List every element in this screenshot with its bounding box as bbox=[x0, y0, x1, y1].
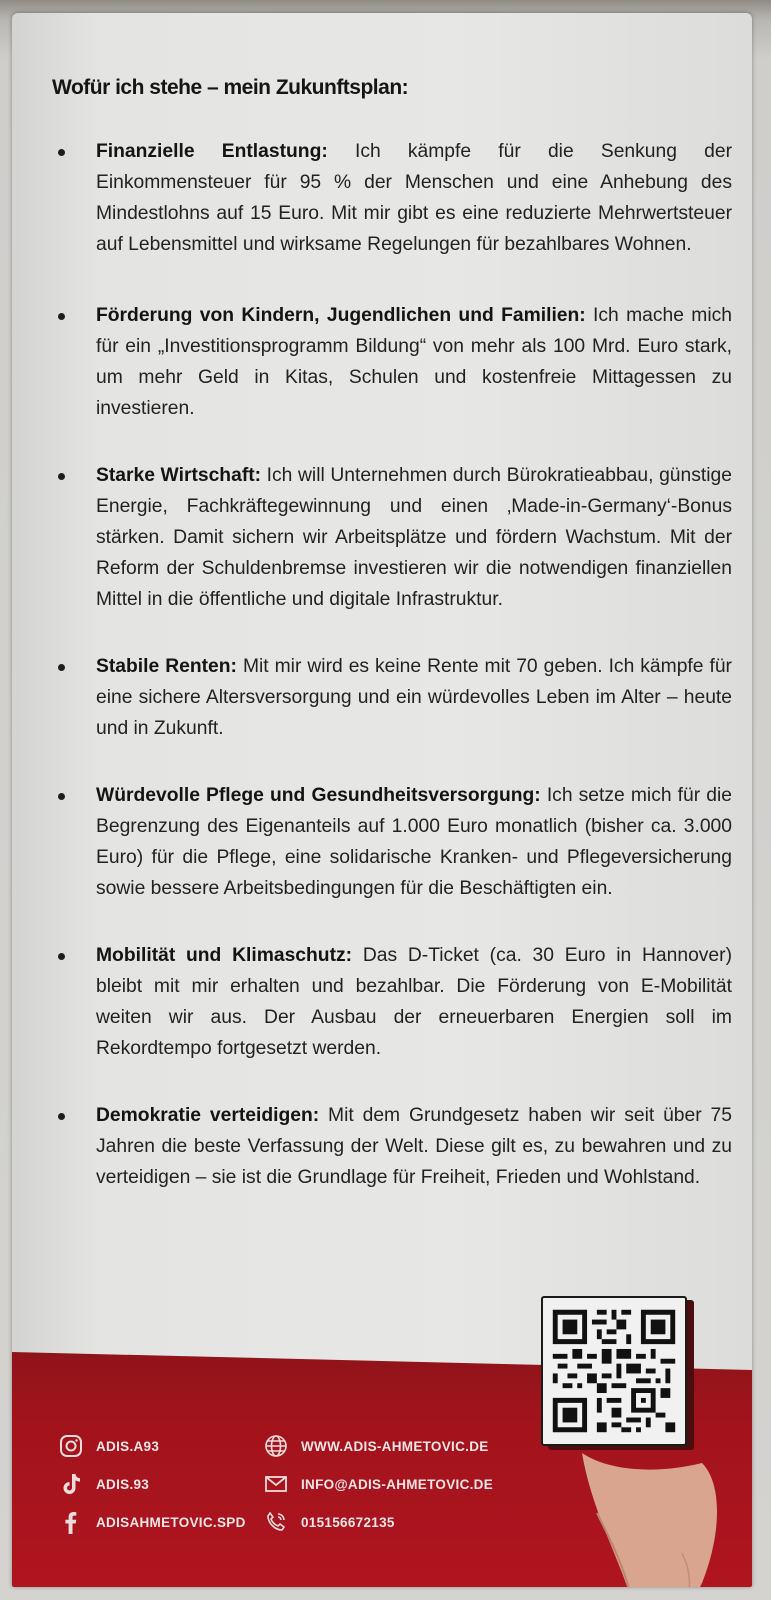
point-text: Mit mir wird es keine Rente mit 70 geben. Ich kämpfe für eine sichere Altersversorgung und ein würdevolles Leben im Alter – heute und in Zukunft. bbox=[96, 656, 732, 739]
point-text: Ich mache mich für ein „Investitionsprogramm Bildung“ von mehr als 100 Mrd. Euro stark, um mehr Geld in Kitas, Schulen und kostenfreie Mittagessen zu investieren. bbox=[96, 305, 733, 419]
contact-facebook[interactable] bbox=[58, 1509, 246, 1535]
globe-icon bbox=[263, 1433, 289, 1459]
bullet-icon bbox=[58, 313, 65, 320]
list-item bbox=[52, 651, 732, 744]
point-title: Demokratie verteidigen: bbox=[96, 1105, 320, 1126]
points-list bbox=[52, 136, 732, 1193]
point-title: Förderung von Kindern, Jugendlichen und Familien: bbox=[96, 305, 586, 326]
qr-code-icon bbox=[543, 1298, 685, 1444]
bullet-icon bbox=[58, 1113, 65, 1120]
list-item bbox=[52, 460, 732, 615]
mail-icon bbox=[263, 1471, 289, 1497]
point-title: Finanzielle Entlastung: bbox=[96, 141, 328, 162]
point-text: Das D-Ticket (ca. 30 Euro in Hannover) bleibt mit mir erhalten und bezahlbar. Die Förderung von E-Mobilität weiten wir aus. Der Ausbau der erneuerbaren Energien soll im Rekordtempo fortgesetzt werden. bbox=[96, 945, 732, 1059]
phone-icon bbox=[263, 1509, 289, 1535]
contact-label: 01515667213​5 bbox=[301, 1514, 395, 1530]
contact-label: INFO@ADIS-AHMETOVIC.DE bbox=[301, 1476, 494, 1492]
point-text: Ich will Unternehmen durch Bürokratieabbau, günstige Energie, Fachkräftegewinnung und einen ‚Made-in-Germany‘-Bonus stärken. Damit sichern wir Arbeitsplätze und fördern Wachstum. Mit der Reform der Schuldenbremse investieren wir die notwendigen finanziellen Mittel in die öffentliche und digitale Infrastruktur. bbox=[96, 465, 732, 610]
bullet-icon bbox=[58, 473, 65, 480]
bullet-icon bbox=[58, 149, 65, 156]
contact-label: WWW.ADIS-AHMETOVIC.DE bbox=[301, 1438, 489, 1454]
bullet-icon bbox=[58, 664, 65, 671]
instagram-icon bbox=[58, 1433, 84, 1459]
tiktok-icon bbox=[58, 1471, 84, 1497]
contact-label: ADIS.A93 bbox=[96, 1438, 160, 1454]
list-item bbox=[52, 940, 732, 1064]
bullet-icon bbox=[58, 953, 65, 960]
point-text: Ich setze mich für die Begrenzung des Eigenanteils auf 1.000 Euro monatlich (bisher ca. 3.000 Euro) für die Pflege, eine solidarische Kranken- und Pflegeversicherung sowie bessere Arbeitsbedingungen für die Beschäftigten ein. bbox=[96, 785, 733, 899]
point-title: Starke Wirtschaft: bbox=[96, 465, 262, 486]
contact-label: ADISAHMETOVIC.SPD bbox=[96, 1514, 246, 1530]
contact-instagram[interactable] bbox=[58, 1433, 159, 1459]
flyer-content bbox=[52, 76, 732, 1229]
flyer-page bbox=[12, 13, 752, 1587]
hand-image bbox=[572, 1433, 742, 1587]
point-title: Würdevolle Pflege und Gesundheitsversorgung: bbox=[96, 785, 541, 806]
contact-tiktok[interactable] bbox=[58, 1471, 149, 1497]
list-item bbox=[52, 136, 732, 260]
point-text: Mit dem Grundgesetz haben wir seit über 75 Jahren die beste Verfassung der Welt. Diese gilt es, zu bewahren und zu verteidigen – sie ist die Grundlage für Freiheit, Frieden und Wohlstand. bbox=[96, 1105, 732, 1188]
contact-phone[interactable] bbox=[263, 1509, 395, 1535]
qr-cube bbox=[541, 1296, 687, 1446]
facebook-icon bbox=[58, 1509, 84, 1535]
page-title: Wofür ich stehe – mein Zukunftsplan: bbox=[52, 76, 409, 99]
point-title: Stabile Renten: bbox=[96, 656, 237, 677]
contact-website[interactable] bbox=[263, 1433, 489, 1459]
list-item bbox=[52, 1100, 732, 1193]
list-item bbox=[52, 780, 732, 904]
qr-code[interactable] bbox=[541, 1296, 691, 1446]
contact-email[interactable] bbox=[263, 1471, 493, 1497]
point-title: Mobilität und Klimaschutz: bbox=[96, 945, 353, 966]
point-text: Ich kämpfe für die Senkung der Einkommensteuer für 95 % der Menschen und eine Anhebung des Mindestlohns auf 15 Euro. Mit mir gibt es eine reduzierte Mehrwertsteuer auf Lebensmittel und wirksame Regelungen für bezahlbares Wohnen. bbox=[96, 141, 733, 255]
list-item bbox=[52, 300, 732, 424]
contact-label: ADIS.93 bbox=[96, 1476, 150, 1492]
bullet-icon bbox=[58, 793, 65, 800]
